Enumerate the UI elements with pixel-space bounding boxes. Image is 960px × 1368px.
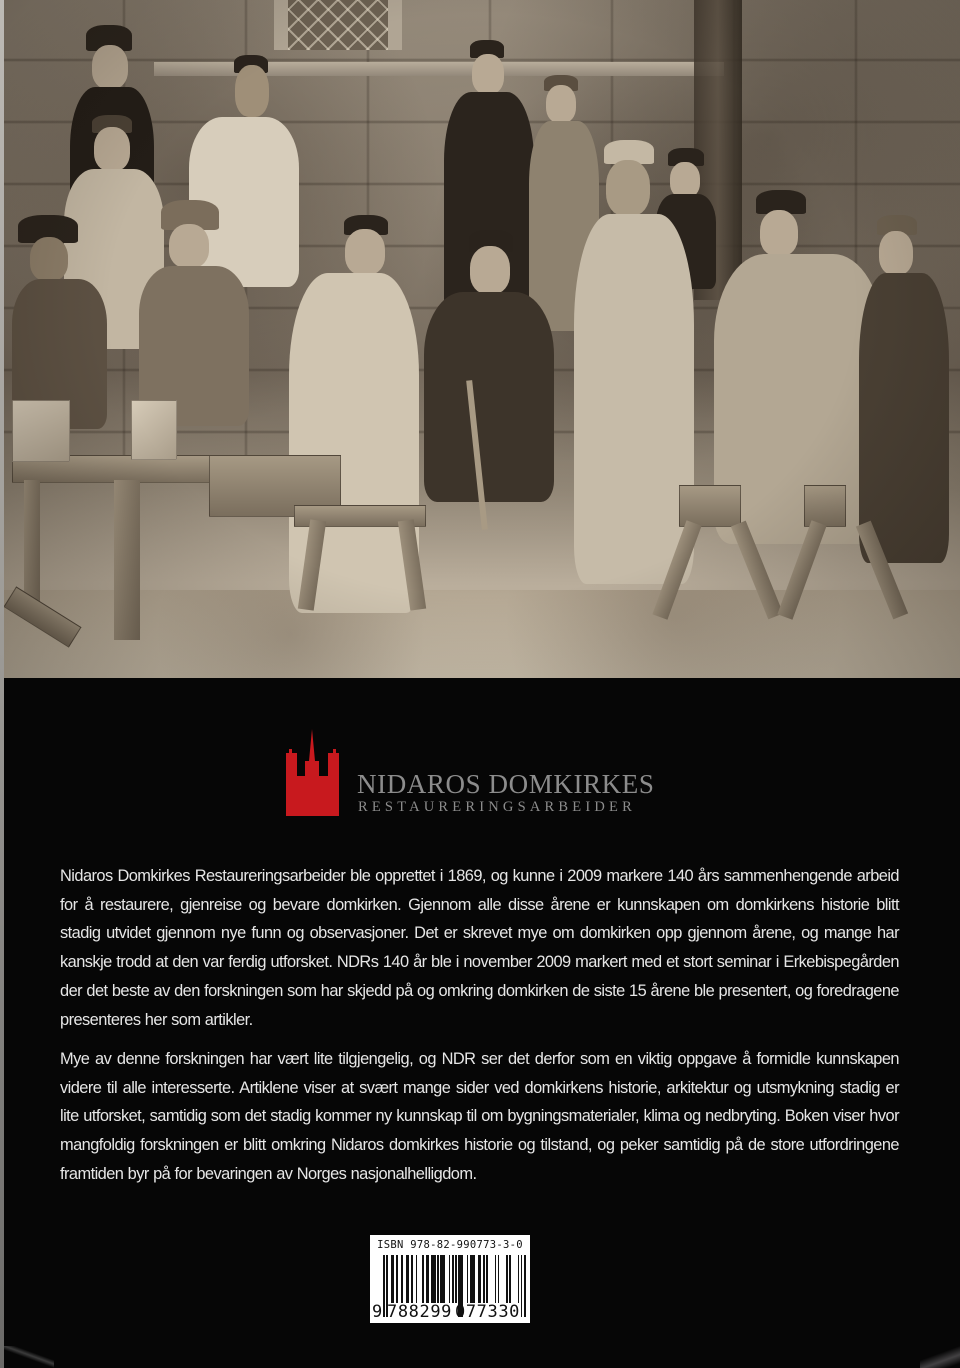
worker-figure (12, 215, 107, 425)
isbn-label: ISBN 978-82-990773-3-0 (377, 1239, 523, 1251)
publisher-logo (286, 727, 655, 817)
cathedral-icon (286, 727, 339, 816)
blurb-paragraph-2 (60, 1045, 899, 1189)
barcode-digits (372, 1302, 528, 1322)
blurb-text: Nidaros Domkirkes Restaureringsarbeider ble opprettet i 1869, og kunne i 2009 markere 140 års sammenhengende arbeid for å restaurere, gjenreise og bevare domkirken. Gjennom alle disse årene er kunnskapen om domkirkens historie blitt stadig utvidet gjennom nye funn og observasjoner. Det er skrevet mye om domkirken opp gjennom årene, og mange har kanskje trodd at den var ferdig utforsket. NDRs 140 år ble i november 2009 markert med et stort seminar i Erkebispegården der det beste av den forskningen som har skjedd på og omkring domkirken de siste 15 årene ble presentert, og foredragene presenteres her som artikler. (60, 867, 899, 1029)
historical-photograph (4, 0, 960, 678)
isbn-barcode (370, 1235, 530, 1323)
bench-leg (114, 480, 140, 640)
blurb-paragraph-1 (60, 862, 899, 1034)
stone-block (12, 400, 70, 462)
barcode-digits-left: 788299 (387, 1302, 453, 1322)
light-glint (920, 1338, 960, 1368)
logo-title: NIDAROS DOMKIRKES (357, 769, 655, 799)
worker-figure (424, 230, 554, 500)
blurb-text: Mye av denne forskningen har vært lite tilgjengelig, og NDR ser det derfor som en viktig oppgave å formidle kunnskapen videre til alle interesserte. Artiklene viser at svært mange sider ved domkirkens historie, arkitektur og utsmykning stadig er lite utforsket, samtidig som det stadig kommer ny kunnskap til om bygningsmaterialer, klima og nedbryting. Boken viser hvor mangfoldig forskningen er blitt omkring Nidaros domkirkes historie og tilstand, og peker samtidig på de store utfordringene framtiden byr på for bevaringen av Norges nasjonalhelligdom. (60, 1050, 899, 1183)
light-glint (4, 1346, 54, 1368)
lattice-window (274, 0, 402, 50)
worker-figure (574, 140, 694, 590)
cover-edge (0, 0, 4, 1368)
worker-figure (859, 215, 949, 565)
stone-block (131, 400, 177, 460)
logo-subtitle: RESTAURERINGSARBEIDER (358, 799, 636, 815)
ground (4, 590, 960, 678)
barcode-digit-first: 9 (372, 1302, 383, 1322)
worker-figure (139, 200, 249, 430)
barcode-digits-right: 077330 (455, 1302, 521, 1322)
